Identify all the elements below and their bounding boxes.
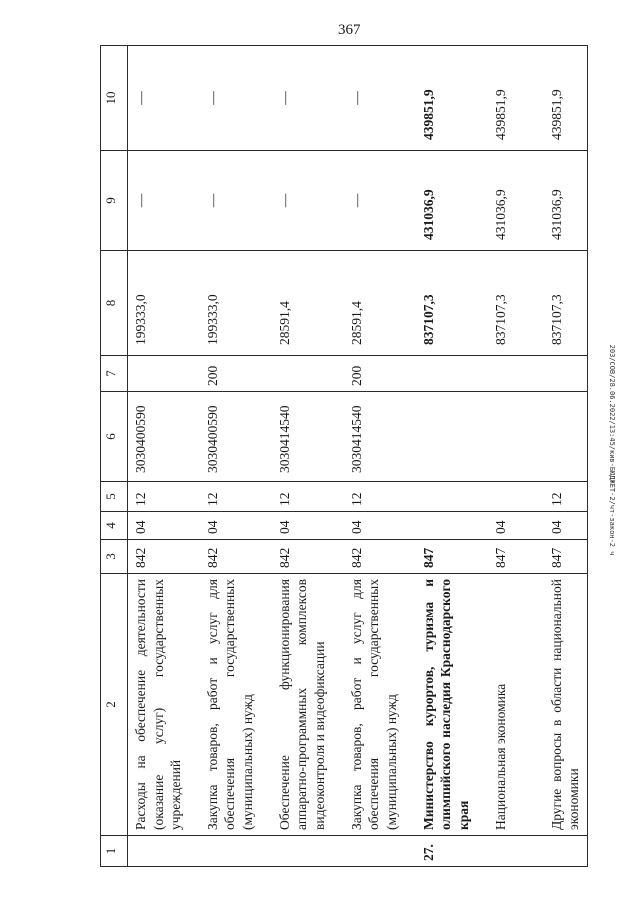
target-article-code: 3030414540 <box>344 392 416 482</box>
target-article-code <box>544 392 588 482</box>
amount-year-3: 439851,9 <box>416 46 488 151</box>
target-article-code <box>488 392 544 482</box>
page-number: 367 <box>338 22 361 38</box>
section-code: 04 <box>544 512 588 540</box>
ministry-code: 842 <box>200 540 272 574</box>
expense-type-code <box>544 356 588 392</box>
ministry-code: 847 <box>416 540 488 574</box>
amount-year-3: — <box>272 46 344 151</box>
amount-year-1: 28591,4 <box>272 251 344 356</box>
amount-year-1: 837107,3 <box>544 251 588 356</box>
header-cell: 4 <box>101 512 128 540</box>
table-row <box>272 46 344 867</box>
header-cell: 9 <box>101 151 128 251</box>
ministry-code: 842 <box>344 540 416 574</box>
header-cell: 6 <box>101 392 128 482</box>
expense-type-code: 200 <box>344 356 416 392</box>
row-name: Обеспечение функционирования аппаратно-программных комплексов видеоконтроля и видеофиксации <box>272 574 344 836</box>
row-number <box>488 836 544 867</box>
subsection-code: 12 <box>128 482 200 512</box>
row-name: Министерство курортов, туризма и олимпийского наследия Краснодарского края <box>416 574 488 836</box>
row-number <box>128 836 200 867</box>
amount-year-2: 431036,9 <box>416 151 488 251</box>
header-cell: 5 <box>101 482 128 512</box>
header-cell: 7 <box>101 356 128 392</box>
target-article-code: 3030414540 <box>272 392 344 482</box>
amount-year-2: — <box>200 151 272 251</box>
header-cell: 10 <box>101 46 128 151</box>
amount-year-3: — <box>344 46 416 151</box>
subsection-code <box>488 482 544 512</box>
rotated-table-frame <box>100 46 582 867</box>
amount-year-3: — <box>128 46 200 151</box>
amount-year-1: 199333,0 <box>200 251 272 356</box>
amount-year-2: — <box>128 151 200 251</box>
row-name: Расходы на обеспечение деятельности (оказание услуг) государственных учреждений <box>128 574 200 836</box>
section-code: 04 <box>272 512 344 540</box>
table-header-row <box>101 46 128 867</box>
section-code: 04 <box>200 512 272 540</box>
row-number <box>272 836 344 867</box>
amount-year-1: 837107,3 <box>416 251 488 356</box>
ministry-code: 842 <box>272 540 344 574</box>
target-article-code <box>416 392 488 482</box>
row-number <box>200 836 272 867</box>
expense-type-code <box>272 356 344 392</box>
amount-year-3: 439851,9 <box>488 46 544 151</box>
amount-year-1: 837107,3 <box>488 251 544 356</box>
expense-type-code <box>488 356 544 392</box>
table-row <box>488 46 544 867</box>
header-cell: 1 <box>101 836 128 867</box>
target-article-code: 3030400590 <box>200 392 272 482</box>
amount-year-2: 431036,9 <box>488 151 544 251</box>
amount-year-2: — <box>272 151 344 251</box>
subsection-code: 12 <box>272 482 344 512</box>
table-row <box>128 46 200 867</box>
section-code: 04 <box>488 512 544 540</box>
ministry-code: 847 <box>544 540 588 574</box>
row-name: Другие вопросы в области национальной экономики <box>544 574 588 836</box>
row-name: Национальная экономика <box>488 574 544 836</box>
expense-type-code <box>416 356 488 392</box>
budget-table <box>100 45 588 867</box>
section-code: 04 <box>128 512 200 540</box>
amount-year-1: 28591,4 <box>344 251 416 356</box>
header-cell: 2 <box>101 574 128 836</box>
subsection-code <box>416 482 488 512</box>
rotated-table-container <box>100 46 582 867</box>
section-code <box>416 512 488 540</box>
ministry-code: 842 <box>128 540 200 574</box>
subsection-code: 12 <box>544 482 588 512</box>
target-article-code: 3030400590 <box>128 392 200 482</box>
row-number <box>344 836 416 867</box>
amount-year-1: 199333,0 <box>128 251 200 356</box>
amount-year-3: — <box>200 46 272 151</box>
ministry-code: 847 <box>488 540 544 574</box>
row-name: Закупка товаров, работ и услуг для обеспечения государственных (муниципальных) нужд <box>200 574 272 836</box>
table-row <box>544 46 588 867</box>
table-row <box>416 46 488 867</box>
amount-year-2: — <box>344 151 416 251</box>
amount-year-3: 439851,9 <box>544 46 588 151</box>
header-cell: 3 <box>101 540 128 574</box>
table-row <box>200 46 272 867</box>
expense-type-code <box>128 356 200 392</box>
subsection-code: 12 <box>344 482 416 512</box>
row-number <box>544 836 588 867</box>
amount-year-2: 431036,9 <box>544 151 588 251</box>
row-name: Закупка товаров, работ и услуг для обеспечения государственных (муниципальных) нужд <box>344 574 416 836</box>
table-row <box>344 46 416 867</box>
expense-type-code: 200 <box>200 356 272 392</box>
document-code-note: 203/СОВ/28.06.2022/13:45/кив-БЮДЖЕТ-2/чт-закон-2 ч <box>608 344 616 556</box>
section-code: 04 <box>344 512 416 540</box>
row-number: 27. <box>416 836 488 867</box>
header-cell: 8 <box>101 251 128 356</box>
subsection-code: 12 <box>200 482 272 512</box>
